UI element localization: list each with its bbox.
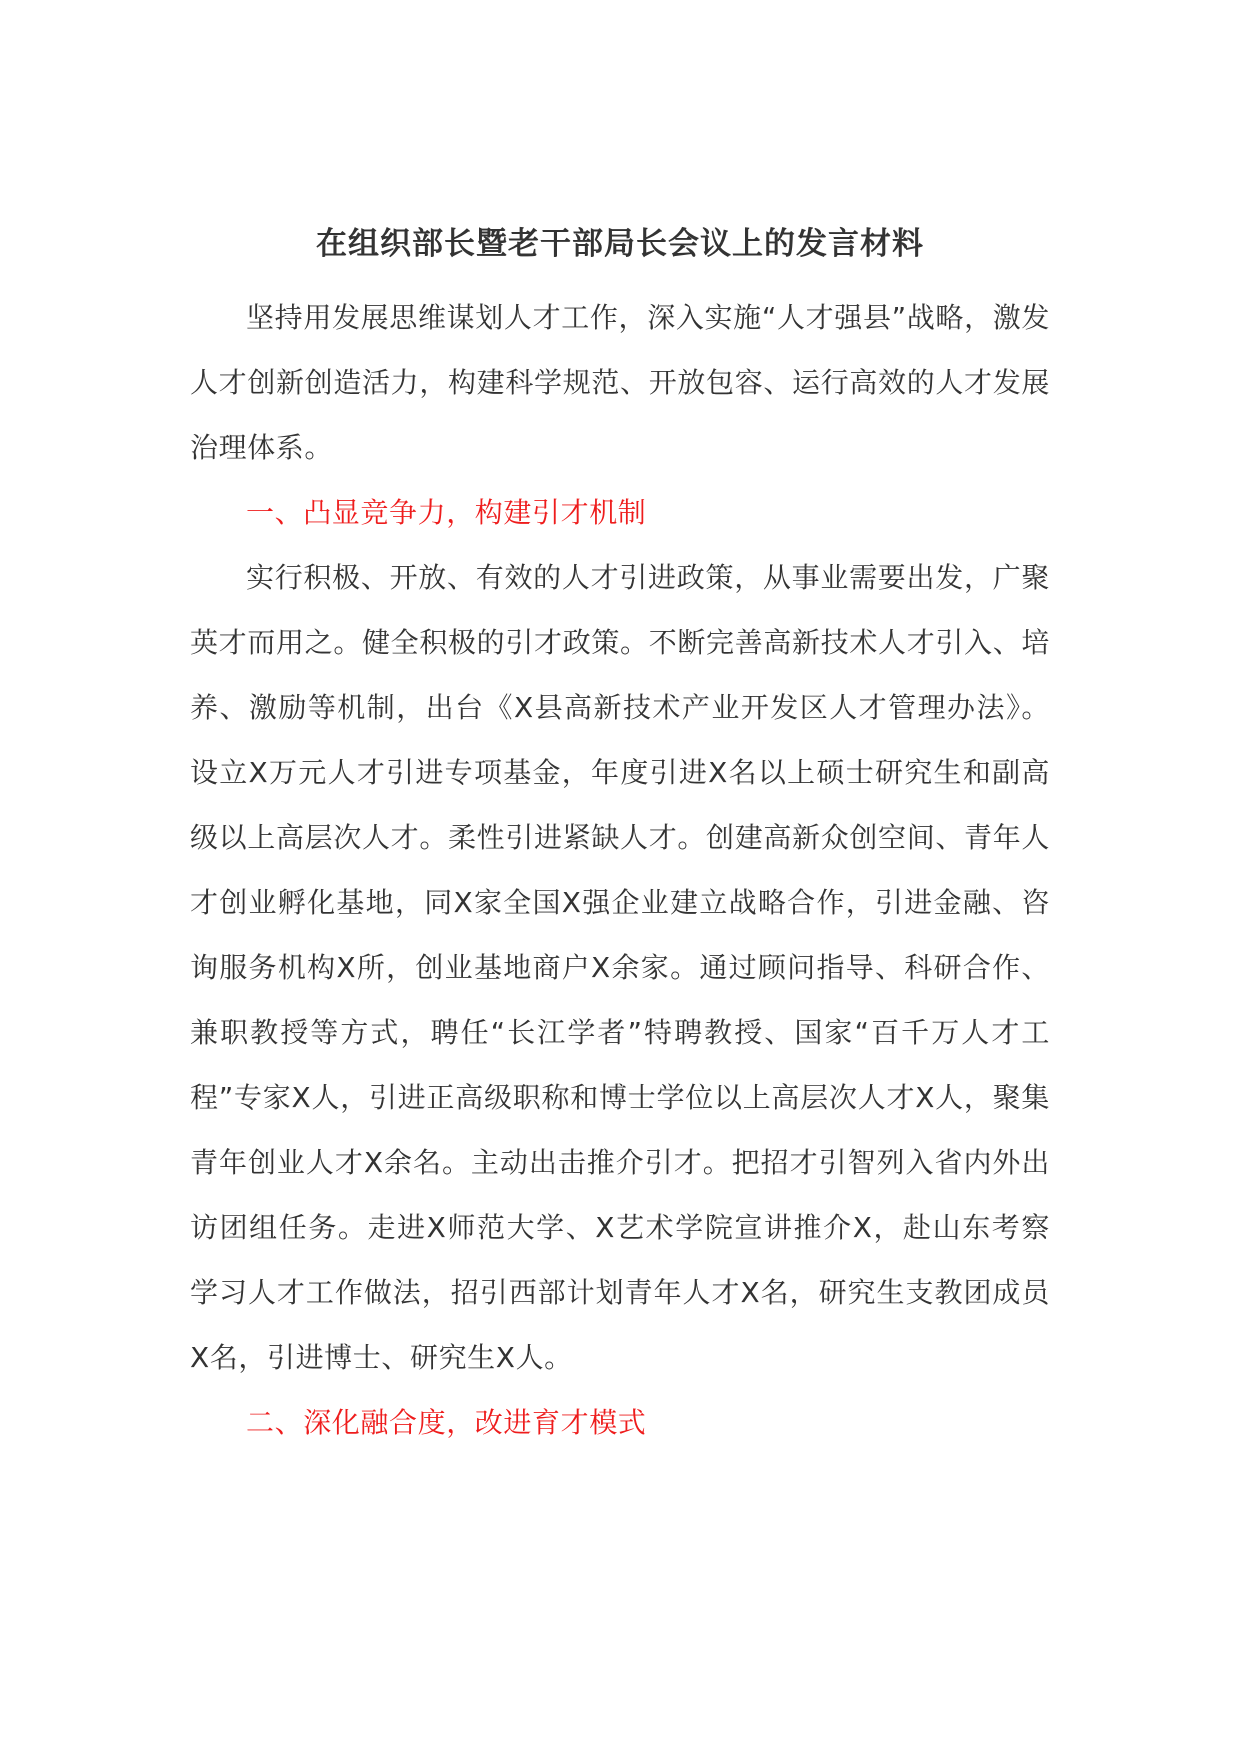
section-2-heading: 二、深化融合度，改进育才模式 (246, 1406, 647, 1439)
section-1-paragraph: 实行积极、开放、有效的人才引进政策，从事业需要出发，广聚英才而用之。健全积极的引才政策。不断完善高新技术人才引入、培养、激励等机制，出台《X县高新技术产业开发区人才管理办法》。设立X万元人才引进专项基金，年度引进X名以上硕士研究生和副高级以上高层次人才。柔性引进紧缺人才。创建高新众创空间、青年人才创业孵化基地，同X家全国X强企业建立战略合作，引进金融、咨询服务机构X所，创业基地商户X余家。通过顾问指导、科研合作、兼职教授等方式，聘任“长江学者”特聘教授、国家“百千万人才工程”专家X人，引进正高级职称和博士学位以上高层次人才X人，聚集青年创业人才X余名。主动出击推介引才。把招才引智列入省内外出访团组任务。走进X师范大学、X艺术学院宣讲推介X，赴山东考察学习人才工作做法，招引西部计划青年人才X名，研究生支教团成员X名，引进博士、研究生X人。 (190, 561, 1050, 1374)
document-body (190, 285, 1050, 1455)
intro-paragraph: 坚持用发展思维谋划人才工作，深入实施“人才强县”战略，激发人才创新创造活力，构建科学规范、开放包容、运行高效的人才发展治理体系。 (190, 301, 1050, 464)
section-1-heading: 一、凸显竞争力，构建引才机制 (246, 496, 647, 529)
document-title: 在组织部长暨老干部局长会议上的发言材料 (316, 226, 924, 262)
